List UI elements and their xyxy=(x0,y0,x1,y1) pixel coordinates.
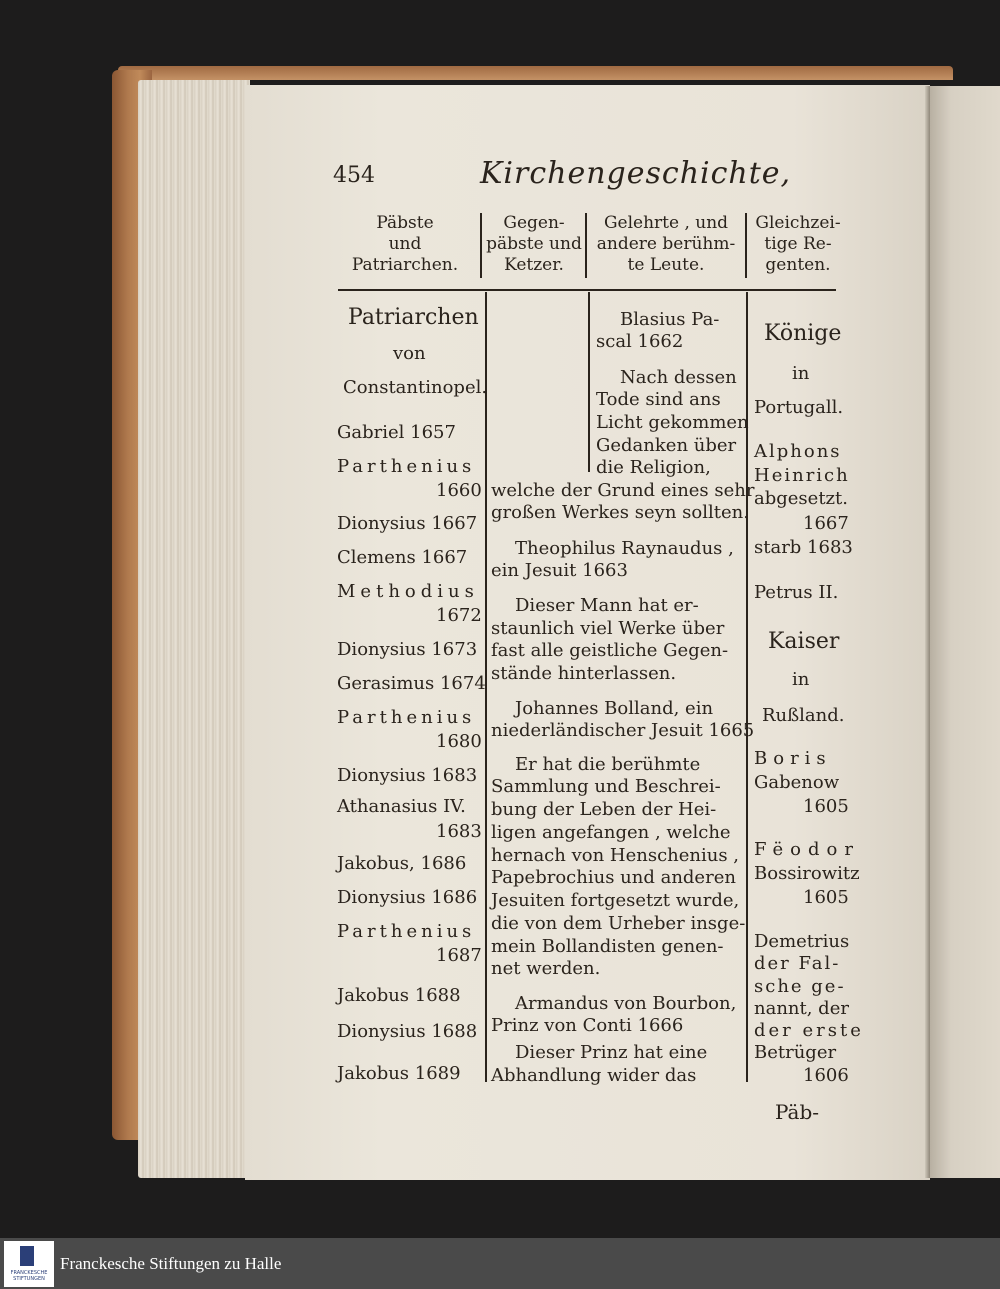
col3-line: Armandus von Bourbon, xyxy=(515,993,737,1014)
col1-line: Parthenius xyxy=(337,456,476,477)
col3-line: stände hinterlassen. xyxy=(491,663,677,684)
column-heading-scholars xyxy=(590,213,742,276)
column-heading-regents xyxy=(750,213,846,276)
col4-line: Betrüger xyxy=(754,1042,837,1063)
heading-line: Gelehrte , und xyxy=(603,213,729,233)
footer-label: Franckesche Stiftungen zu Halle xyxy=(60,1254,282,1273)
col1-line: Dionysius 1667 xyxy=(337,513,478,534)
col3-line: niederländischer Jesuit 1665 xyxy=(491,720,755,741)
heading-line: tige Re- xyxy=(764,234,832,254)
col3-line: Er hat die berühmte xyxy=(515,754,701,775)
col4-line: Fëodor xyxy=(754,839,860,860)
col1-line: Jakobus, 1686 xyxy=(337,853,467,874)
column-rule xyxy=(480,213,482,278)
col1-line: 1672 xyxy=(436,605,482,626)
col1-line: Athanasius IV. xyxy=(337,796,466,817)
heading-line: Patriarchen. xyxy=(351,255,459,275)
col3-line: Jesuiten fortgesetzt wurde, xyxy=(491,890,740,911)
col1-line: Dionysius 1673 xyxy=(337,639,478,660)
col3-line: Dieser Mann hat er- xyxy=(515,595,699,616)
col1-line: Dionysius 1688 xyxy=(337,1021,478,1042)
col1-line: Jakobus 1688 xyxy=(337,985,461,1006)
col1-line: Gerasimus 1674 xyxy=(337,673,486,694)
col4-line: Boris xyxy=(754,748,832,769)
col4-line: starb 1683 xyxy=(754,537,853,558)
col4-line: 1606 xyxy=(803,1065,849,1086)
heading-line: andere berühm- xyxy=(596,234,736,254)
col1-line: von xyxy=(393,343,426,364)
col4-line: 1605 xyxy=(803,887,849,908)
col4-line: Gabenow xyxy=(754,772,840,793)
column-heading-popes xyxy=(340,213,470,276)
col4-line: nannt, der xyxy=(754,998,849,1019)
col1-line: Parthenius xyxy=(337,921,476,942)
col3-line: Tode sind ans xyxy=(596,389,721,410)
col3-line: mein Bollandisten genen- xyxy=(491,936,724,957)
col4-line: Alphons xyxy=(754,441,842,462)
col3-line: Prinz von Conti 1666 xyxy=(491,1015,684,1036)
col3-line: fast alle geistliche Gegen- xyxy=(491,640,729,661)
col1-line: Parthenius xyxy=(337,707,476,728)
col3-line: bung der Leben der Hei- xyxy=(491,799,717,820)
col4-line: Heinrich xyxy=(754,465,850,486)
col3-line: großen Werkes seyn sollten. xyxy=(491,502,749,523)
col4-line: der erste xyxy=(754,1020,864,1041)
book-cover-top xyxy=(118,66,953,80)
col4-line: 1667 xyxy=(803,513,849,534)
heading-line: genten. xyxy=(765,255,831,275)
heading-line: Ketzer. xyxy=(504,255,564,275)
col4-line: Portugall. xyxy=(754,397,844,418)
col3-line: hernach von Henschenius , xyxy=(491,845,740,866)
col3-line: Abhandlung wider das xyxy=(491,1065,697,1086)
heading-line: und xyxy=(388,234,422,254)
col3-line: Licht gekommen xyxy=(596,412,749,433)
col4-line: Kaiser xyxy=(768,629,840,654)
col3-line: Sammlung und Beschrei- xyxy=(491,776,721,797)
heading-line: Päbste xyxy=(376,213,434,233)
col1-line: Dionysius 1683 xyxy=(337,765,478,786)
col3-line: ligen angefangen , welche xyxy=(491,822,731,843)
page-number: 454 xyxy=(333,163,375,188)
facing-page xyxy=(930,86,1000,1178)
col4-line: Rußland. xyxy=(762,705,845,726)
col1-line: Methodius xyxy=(337,581,479,602)
column-rule xyxy=(588,292,590,472)
col1-line: Dionysius 1686 xyxy=(337,887,478,908)
column-rule xyxy=(745,213,747,278)
running-title: Kirchengeschichte, xyxy=(480,156,792,191)
col3-line: die Religion, xyxy=(596,457,711,478)
heading-line: te Leute. xyxy=(627,255,705,275)
col1-line: 1687 xyxy=(436,945,482,966)
logo-icon xyxy=(20,1246,34,1266)
column-rule xyxy=(585,213,587,278)
logo-text: FRANCKESCHE STIFTUNGEN xyxy=(10,1270,48,1282)
catchword: Päb- xyxy=(775,1100,820,1124)
col1-line: Gabriel 1657 xyxy=(337,422,456,443)
col4-line: sche ge- xyxy=(754,976,846,997)
col4-line: Demetrius xyxy=(754,931,850,952)
col3-line: staunlich viel Werke über xyxy=(491,618,725,639)
column-rule xyxy=(746,292,748,1082)
col3-line: Papebrochius und anderen xyxy=(491,867,736,888)
col4-line: Bossirowitz xyxy=(754,863,860,884)
col3-line: scal 1662 xyxy=(596,331,684,352)
column-heading-antipopes xyxy=(486,213,582,276)
col3-line: Blasius Pa- xyxy=(620,309,720,330)
col4-line: in xyxy=(792,669,810,690)
col1-line: Patriarchen xyxy=(348,305,479,330)
col1-line: 1683 xyxy=(436,821,482,842)
col3-line: die von dem Urheber insge- xyxy=(491,913,746,934)
col1-line: 1680 xyxy=(436,731,482,752)
col3-line: ein Jesuit 1663 xyxy=(491,560,628,581)
page-edges xyxy=(138,80,250,1178)
heading-line: Gegen- xyxy=(503,213,565,233)
col3-line: Nach dessen xyxy=(620,367,737,388)
col4-line: Petrus II. xyxy=(754,582,839,603)
col3-line: Gedanken über xyxy=(596,435,737,456)
col4-line: Könige xyxy=(764,321,842,346)
heading-line: Gleichzei- xyxy=(755,213,841,233)
col1-line: Constantinopel. xyxy=(343,377,488,398)
col3-line: welche der Grund eines sehr xyxy=(491,480,755,501)
col4-line: in xyxy=(792,363,810,384)
col4-line: abgesetzt. xyxy=(754,488,848,509)
col3-line: net werden. xyxy=(491,958,601,979)
col3-line: Dieser Prinz hat eine xyxy=(515,1042,708,1063)
col3-line: Theophilus Raynaudus , xyxy=(515,538,734,559)
col1-line: 1660 xyxy=(436,480,482,501)
col3-line: Johannes Bolland, ein xyxy=(515,698,714,719)
col1-line: Jakobus 1689 xyxy=(337,1063,461,1084)
col4-line: 1605 xyxy=(803,796,849,817)
col4-line: der Fal- xyxy=(754,953,841,974)
heading-line: päbste und xyxy=(486,234,582,254)
header-rule xyxy=(338,289,836,291)
col1-line: Clemens 1667 xyxy=(337,547,468,568)
